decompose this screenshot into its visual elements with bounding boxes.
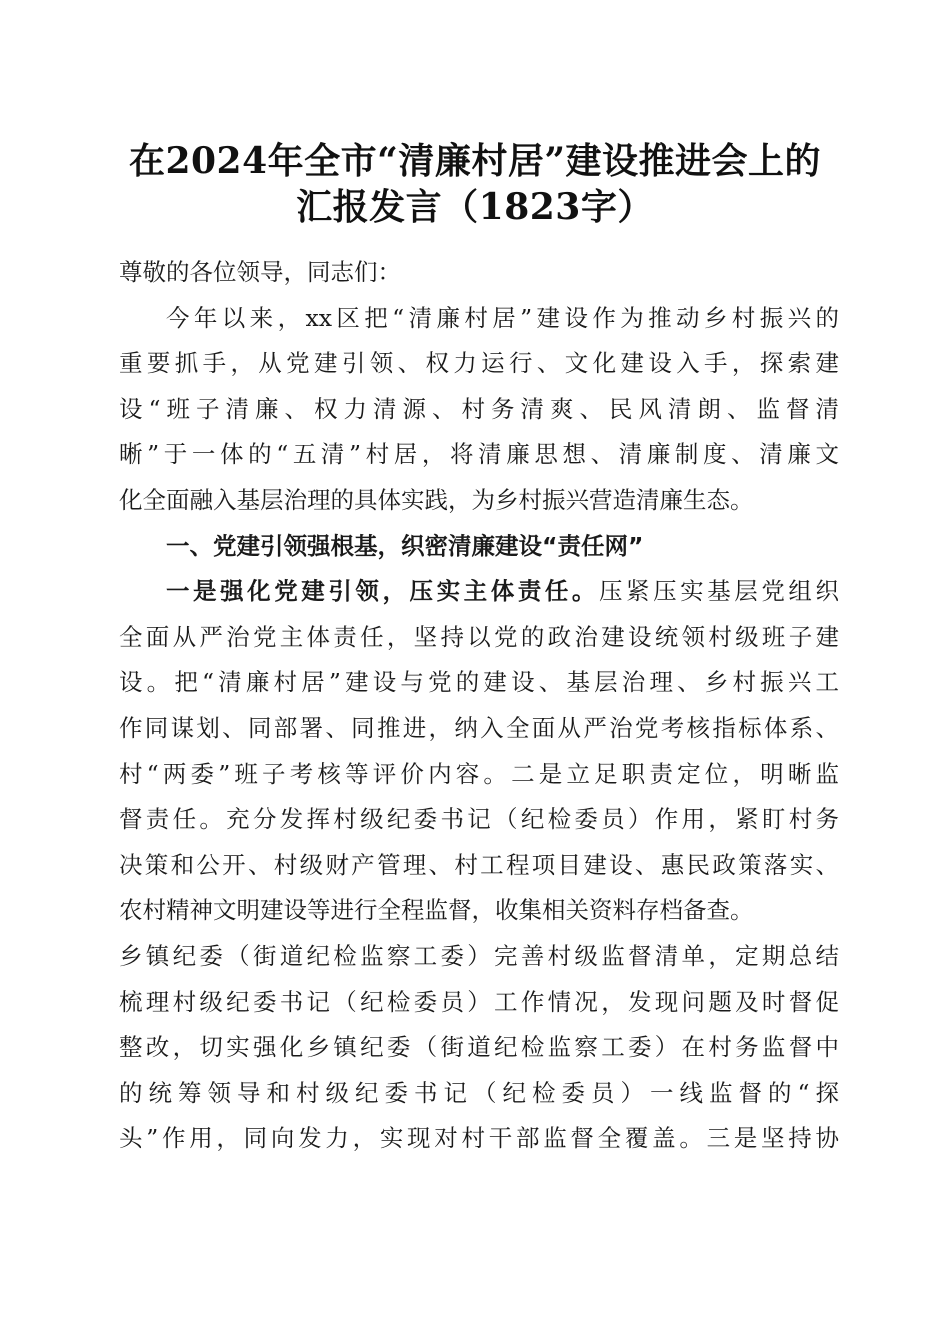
document-title-line-2: 汇报发言（1823字）: [296, 186, 654, 228]
intro-line: 设“班子清廉、权力清源、村务清爽、民风清朗、监督清: [119, 394, 839, 423]
section-heading: 一、党建引领强根基，织密清廉建设“责任网”: [166, 531, 644, 560]
body-line: 设。把“清廉村居”建设与党的建设、基层治理、乡村振兴工: [119, 668, 839, 697]
intro-line: 化全面融入基层治理的具体实践，为乡村振兴营造清廉生态。: [119, 485, 754, 514]
body-line: 梳理村级纪委书记（纪检委员）工作情况，发现问题及时督促: [119, 987, 839, 1016]
body-line: 村“两委”班子考核等评价内容。二是立足职责定位，明晰监: [119, 759, 839, 788]
body-line: 乡镇纪委（街道纪检监察工委）完善村级监督清单，定期总结: [119, 941, 839, 970]
body-line: 全面从严治党主体责任，坚持以党的政治建设统领村级班子建: [119, 622, 839, 651]
intro-line: 重要抓手，从党建引领、权力运行、文化建设入手，探索建: [119, 349, 839, 378]
body-line: 整改，切实强化乡镇纪委（街道纪检监察工委）在村务监督中: [119, 1033, 839, 1062]
salutation: 尊敬的各位领导，同志们：: [119, 258, 401, 286]
body-line: 的统筹领导和村级纪委书记（纪检委员）一线监督的“探: [119, 1078, 839, 1107]
point-lead: 一是强化党建引领，压实主体责任。: [166, 577, 599, 606]
body-line: 头”作用，同向发力，实现对村干部监督全覆盖。三是坚持协: [119, 1124, 839, 1153]
body-line: 作同谋划、同部署、同推进，纳入全面从严治党考核指标体系、: [119, 713, 839, 742]
point-text: 压紧压实基层党组织: [599, 577, 839, 606]
body-line: 督责任。充分发挥村级纪委书记（纪检委员）作用，紧盯村务: [119, 805, 839, 834]
intro-line: 今年以来，xx区把“清廉村居”建设作为推动乡村振兴的: [166, 303, 839, 332]
body-line: 农村精神文明建设等进行全程监督，收集相关资料存档备查。: [119, 896, 754, 925]
section1-first-line: [119, 569, 839, 615]
body-line: 决策和公开、村级财产管理、村工程项目建设、惠民政策落实、: [119, 850, 839, 879]
document-body: [119, 250, 839, 1162]
document-title-line-1: 在2024年全市“清廉村居”建设推进会上的: [128, 140, 822, 182]
intro-line: 晰”于一体的“五清”村居，将清廉思想、清廉制度、清廉文: [119, 440, 839, 469]
